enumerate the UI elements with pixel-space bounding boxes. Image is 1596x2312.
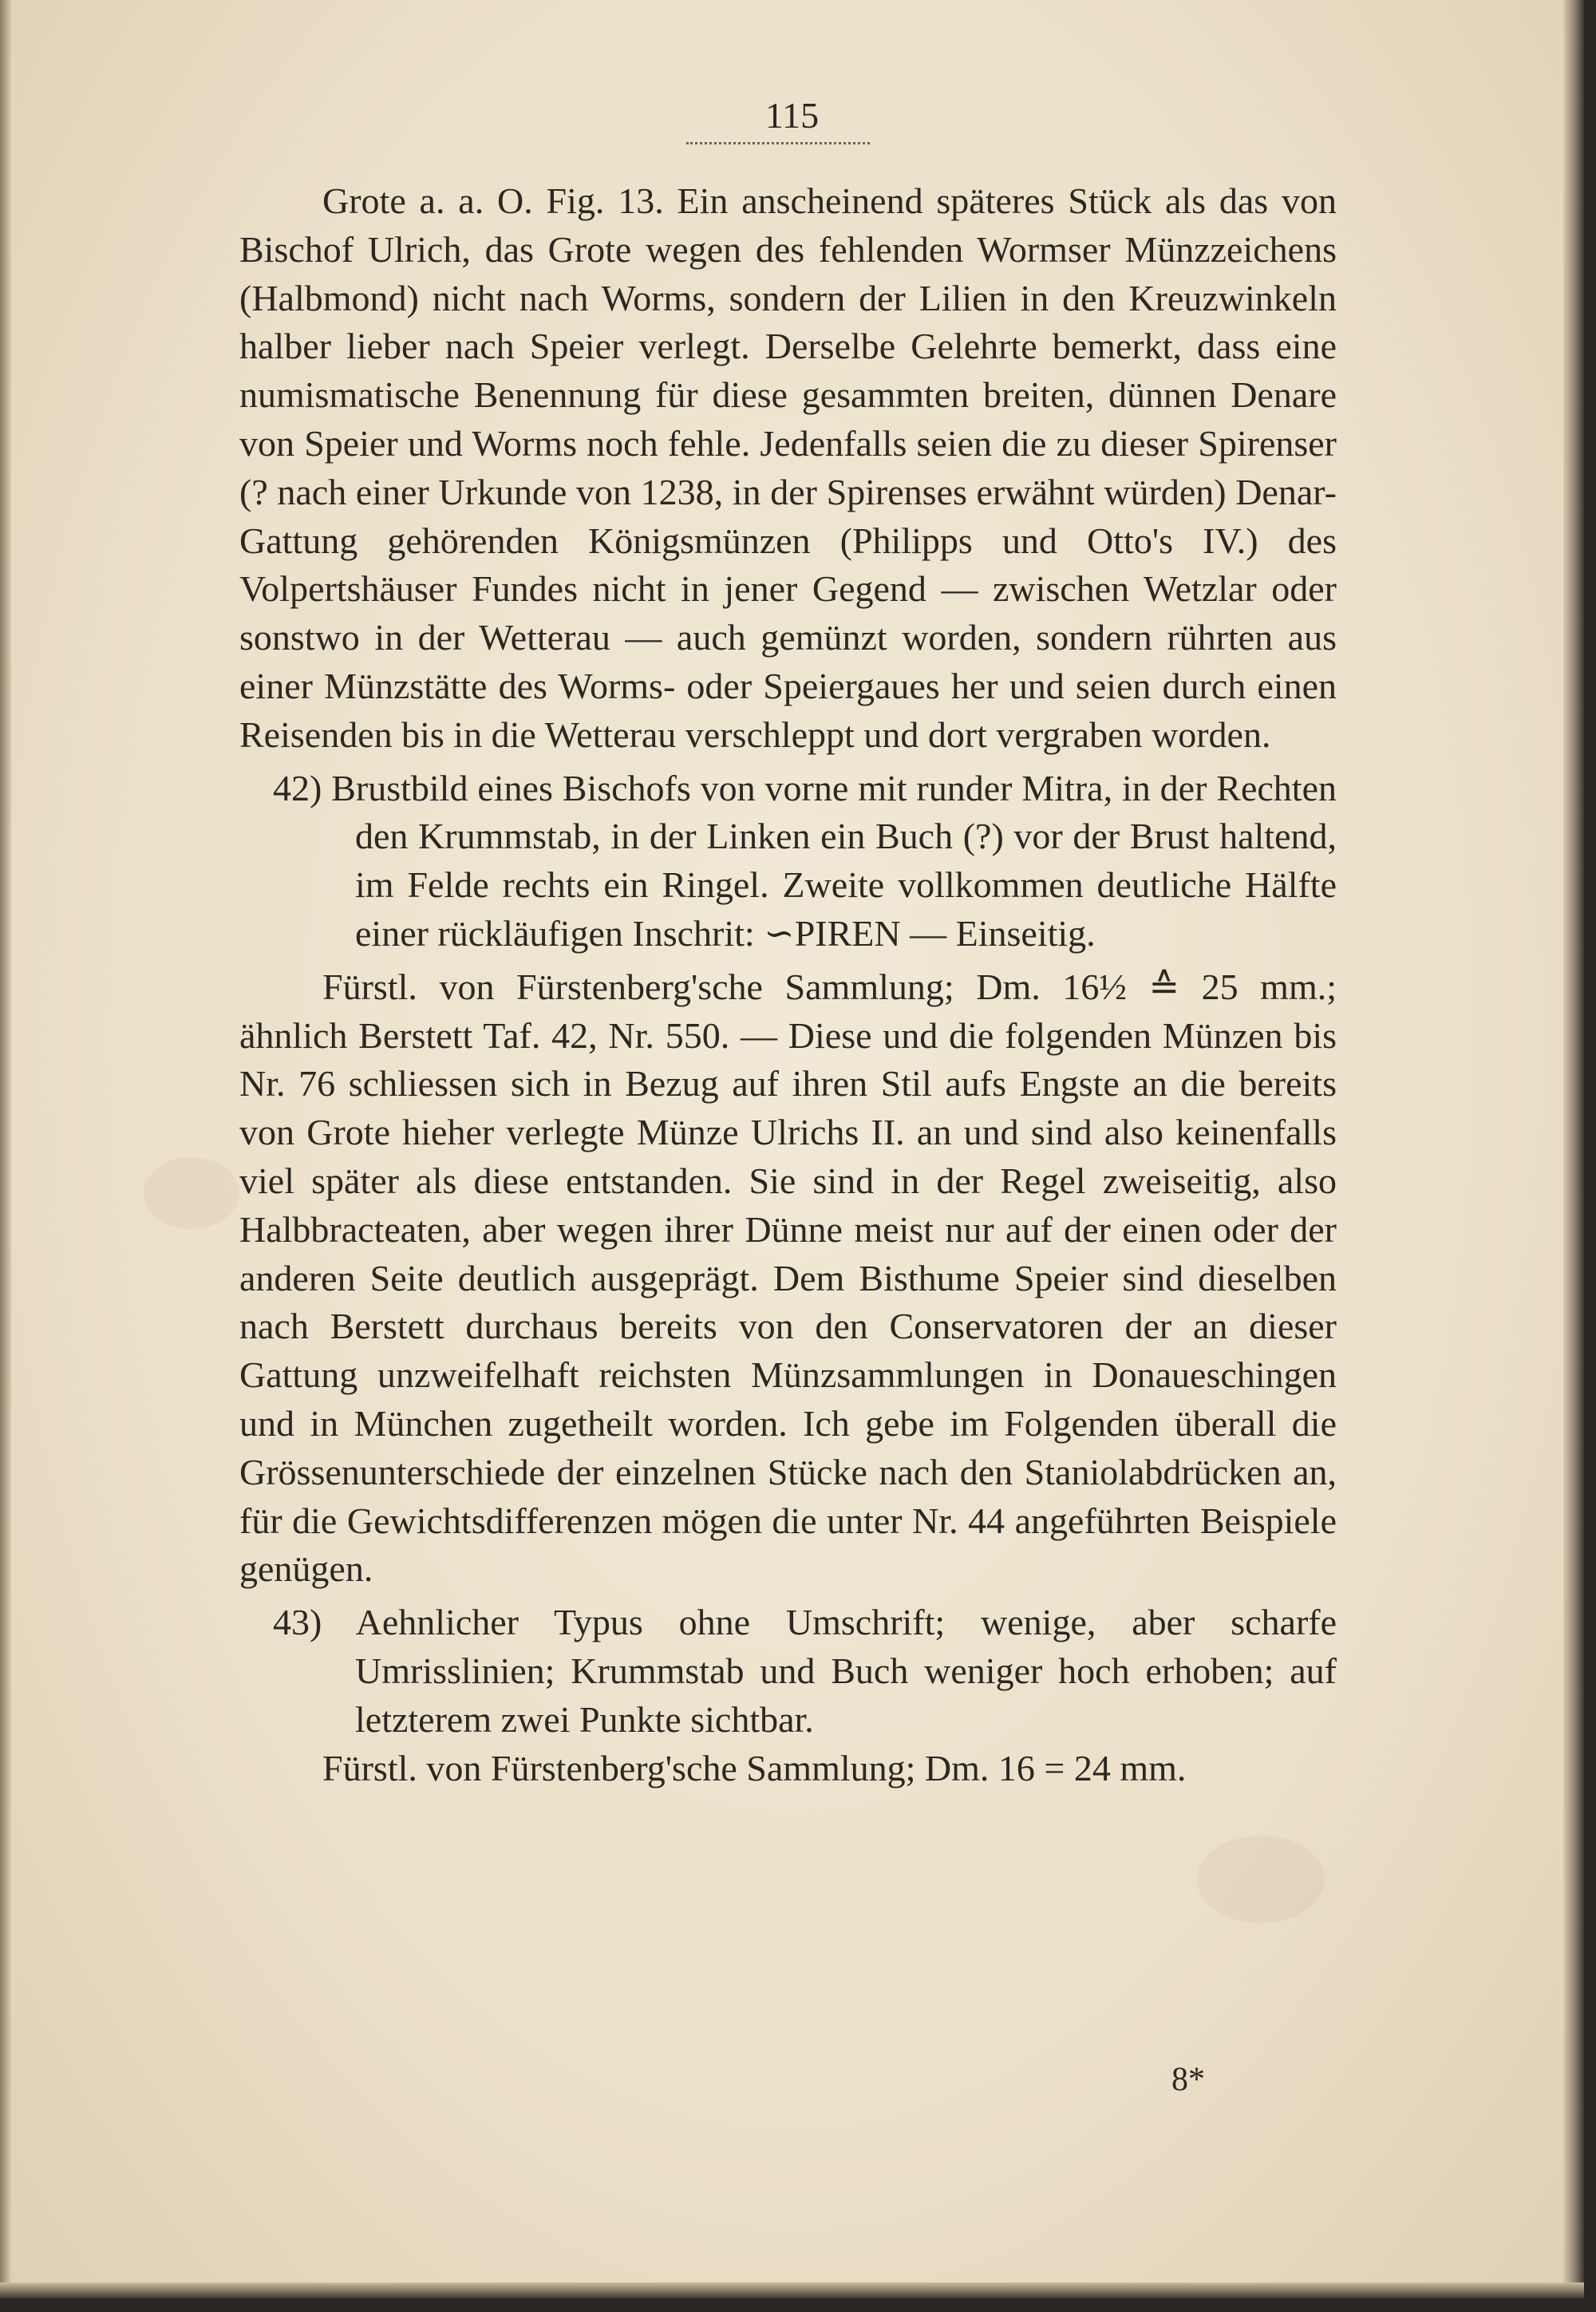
paper-stain xyxy=(1197,1836,1325,1923)
page-number: 115 xyxy=(764,95,820,136)
entry-42-description: 42) Brustbild eines Bischofs von vorne mit runder Mitra, in der Rechten den Krummstab, in der Linken ein Buch (?) vor der Brust haltend, im Felde rechts ein Ringel. Zweite vollkommen deutliche Hälfte einer rückläufigen Inschrit: ∽PIREN — Einseitig. xyxy=(273,767,1337,954)
entry-43-description: 43) Aehnlicher Typus ohne Umschrift; wenige, aber scharfe Umrisslinien; Krummstab und Buch weniger hoch erhoben; auf letzterem zwei Punkte sichtbar. xyxy=(273,1602,1337,1740)
signature-mark: 8* xyxy=(1171,2061,1205,2098)
page-left-edge xyxy=(0,0,11,2298)
paragraph-grote-reference: Grote a. a. O. Fig. 13. Ein anscheinend späteres Stück als das von Bischof Ulrich, das Grote wegen des fehlenden Wormser Münzzeichens (Halbmond) nicht nach Worms, sondern der Lilien in den Kreuzwinkeln halber lieber nach Speier verlegt. Derselbe Gelehrte bemerkt, dass eine numismatische Benennung für diese gesammten breiten, dünnen Denare von Speier und Worms noch fehle. Jedenfalls seien die zu dieser Spirenser (? nach einer Urkunde von 1238, in der Spirenses erwähnt würden) Denar-Gattung gehörenden Königsmünzen (Philipps und Otto's IV.) des Volpertshäuser Fundes nicht in jener Gegend — zwischen Wetzlar oder sonstwo in der Wetterau — auch gemünzt worden, sondern rührten aus einer Münzstätte des Worms- oder Speiergaues her und seien durch einen Reisenden bis in die Wetterau verschleppt und dort vergraben worden. xyxy=(239,180,1337,755)
entry-42-collection-note: Fürstl. von Fürstenberg'sche Sammlung; Dm. 16½ ≙ 25 mm.; ähnlich Berstett Taf. 42, Nr. 550. — Diese und die folgenden Münzen bis Nr. 76 schliessen sich in Bezug auf ihren Stil aufs Engste an die bereits von Grote hieher verlegte Münze Ulrichs II. an und sind also keinenfalls viel später als diese entstanden. Sie sind in der Regel zweiseitig, also Halbbracteaten, aber wegen ihrer Dünne meist nur auf der einen oder der anderen Seite deutlich ausgeprägt. Dem Bisthume Speier sind dieselben nach Berstett durchaus bereits von den Conservatoren der an dieser Gattung unzweifelhaft reichsten Münzsammlungen in Donaueschingen und in München zugetheilt worden. Ich gebe im Folgenden überall die Grössenunterschiede der einzelnen Stücke nach den Staniolabdrücken an, für die Gewichtsdifferenzen mögen die unter Nr. 44 angeführten Beispiele genügen. xyxy=(239,966,1337,1590)
page-bottom-edge xyxy=(0,2282,1584,2298)
entry-43-collection-note: Fürstl. von Fürstenberg'sche Sammlung; Dm. 16 = 24 mm. xyxy=(322,1747,1187,1788)
page-number-rule xyxy=(686,142,870,148)
body-text xyxy=(239,177,1337,1792)
page-right-edge xyxy=(1563,0,1584,2298)
paper-stain xyxy=(144,1157,239,1229)
